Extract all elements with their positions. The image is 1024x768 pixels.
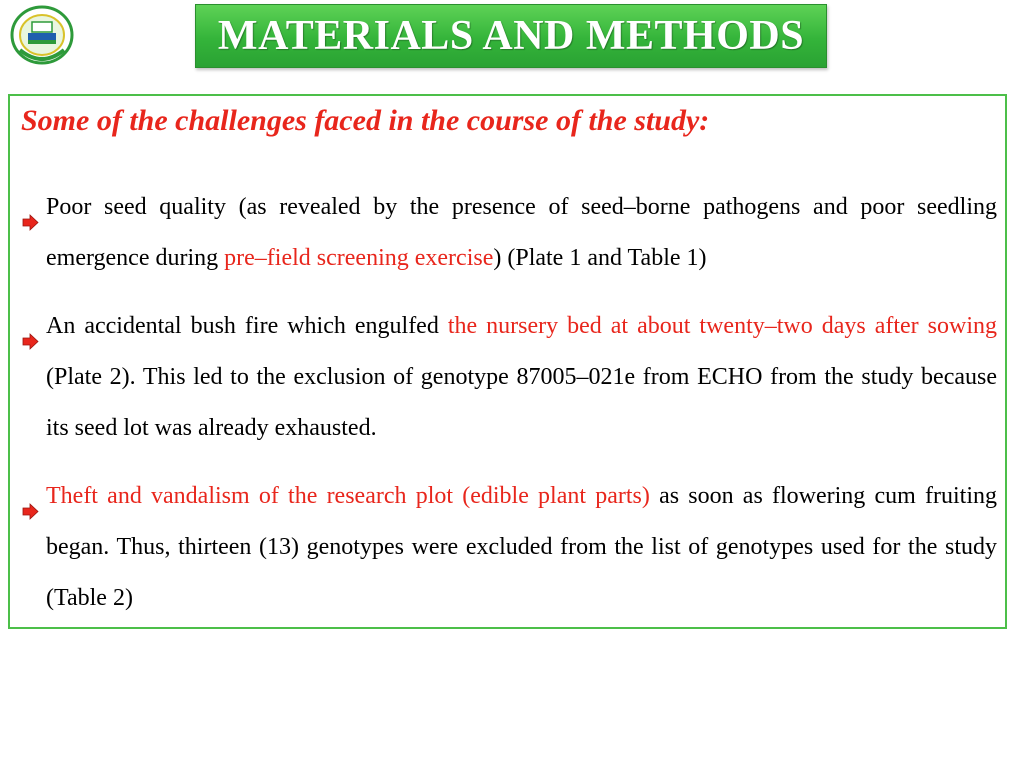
university-crest-icon	[8, 2, 76, 66]
bullet-highlight: Theft and vandalism of the research plot (edible plant parts)	[46, 483, 650, 509]
red-arrow-bullet-icon	[22, 199, 39, 216]
challenge-list	[20, 182, 997, 641]
bullet-highlight: pre–field screening exercise	[224, 245, 494, 271]
red-arrow-bullet-icon	[22, 488, 39, 505]
bullet-text: An accidental bush fire which engulfed	[46, 313, 448, 339]
slide-title: MATERIALS AND METHODS	[217, 13, 805, 59]
bullet-text: (Plate 2). This led to the exclusion of genotype 87005–021e from ECHO from the study because its seed lot was already exhausted.	[46, 364, 997, 441]
list-item	[20, 301, 997, 454]
bullet-text: ) (Plate 1 and Table 1)	[493, 245, 707, 271]
red-arrow-bullet-icon	[22, 318, 39, 335]
bullet-highlight: the nursery bed at about twenty–two days after sowing	[447, 313, 998, 339]
bullet-text: Poor seed quality (as revealed by the presence of seed–borne pathogens and poor seedling emergence during	[46, 194, 997, 271]
list-item	[20, 182, 997, 284]
content-panel	[8, 94, 1007, 629]
bullet-text: as soon as flowering cum fruiting began. Thus, thirteen (13) genotypes were excluded from the list of genotypes used for the study (Table 2)	[46, 483, 998, 611]
section-heading: Some of the challenges faced in the course of the study:	[21, 104, 710, 137]
list-item	[20, 471, 997, 624]
title-banner	[195, 4, 827, 68]
